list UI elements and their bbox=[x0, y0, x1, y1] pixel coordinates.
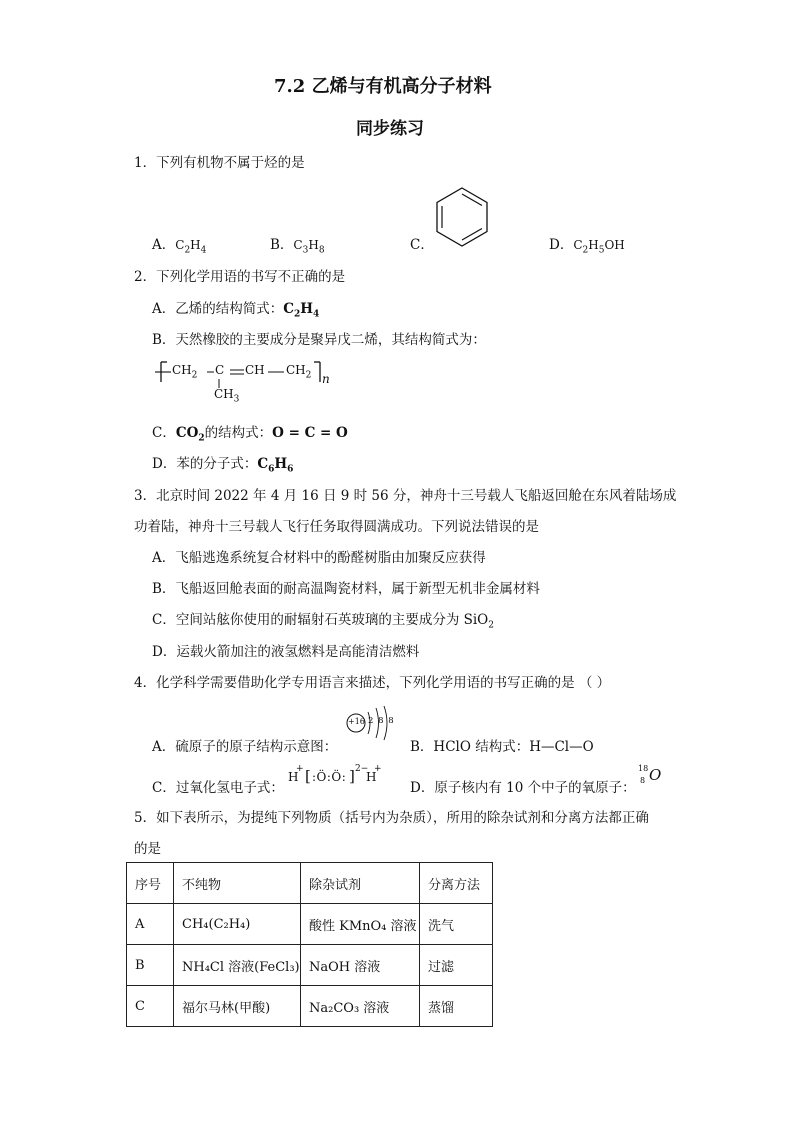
table-cell: CH₄(C₂H₄) bbox=[174, 904, 301, 945]
q1-option-c: C． bbox=[410, 237, 434, 253]
table-cell: 蒸馏 bbox=[420, 986, 493, 1027]
table-cell: 酸性 KMnO₄ 溶液 bbox=[301, 904, 420, 945]
q2-option-a: A．乙烯的结构简式：$C_2H_4$ bbox=[152, 301, 320, 320]
table-header-row bbox=[127, 863, 493, 904]
q2-option-d: D．苯的分子式：$C_6H_6$ bbox=[152, 456, 294, 475]
q3-option-c: C．空间站舷你使用的耐辐射石英玻璃的主要成分为 SiO$_2$ bbox=[152, 612, 494, 631]
table-header-cell: 不纯物 bbox=[174, 863, 301, 904]
q1-option-b: B．$C_3H_8$ bbox=[270, 237, 325, 256]
q5-stem-line1: 5．如下表所示，为提纯下列物质（括号内为杂质），所用的除杂试剂和分离方法都正确 bbox=[134, 810, 649, 826]
table-cell: 福尔马林(甲酸) bbox=[174, 986, 301, 1027]
table-cell: NH₄Cl 溶液(FeCl₃) bbox=[174, 945, 301, 986]
q1-option-a: A．$C_2H_4$ bbox=[152, 237, 207, 256]
q4-option-c: C．过氧化氢电子式： bbox=[152, 780, 284, 796]
table-cell: A bbox=[127, 904, 174, 945]
table-header-cell: 序号 bbox=[127, 863, 174, 904]
benzene-structure-icon bbox=[430, 184, 494, 248]
q2-stem: 2．下列化学用语的书写不正确的是 bbox=[134, 269, 346, 285]
q3-option-b: B．飞船返回舱表面的耐高温陶瓷材料，属于新型无机非金属材料 bbox=[152, 581, 540, 597]
q2-option-c: C．$CO_2$的结构式：O = C = O bbox=[152, 425, 348, 444]
table-cell: Na₂CO₃ 溶液 bbox=[301, 986, 420, 1027]
q3-option-a: A．飞船逃逸系统复合材料中的酚醛树脂由加聚反应获得 bbox=[152, 550, 486, 566]
q4-stem: 4．化学科学需要借助化学专用语言来描述，下列化学用语的书写正确的是 （ ） bbox=[134, 675, 611, 691]
peroxide-electron-formula: H + [ :Ö:Ö: ] 2− H + bbox=[288, 764, 382, 785]
q2-option-b: B．天然橡胶的主要成分是聚异戊二烯，其结构简式为： bbox=[152, 332, 486, 348]
table-row bbox=[127, 904, 493, 945]
q3-stem-line1: 3．北京时间 2022 年 4 月 16 日 9 时 56 分，神舟十三号载人飞船返回舱在东风着陆场成 bbox=[134, 488, 677, 504]
q1-option-d: D．$C_2H_5OH$ bbox=[549, 237, 625, 256]
table-cell: C bbox=[127, 986, 174, 1027]
purification-table bbox=[126, 862, 493, 1027]
q5-stem-line2: 的是 bbox=[134, 841, 161, 857]
table-header-cell: 除杂试剂 bbox=[301, 863, 420, 904]
sulfur-atom-diagram: +16 2 8 8 bbox=[344, 700, 394, 746]
table-cell: NaOH 溶液 bbox=[301, 945, 420, 986]
q4-option-b: B．HClO 结构式：H—Cl—O bbox=[410, 739, 594, 755]
oxygen-isotope-symbol: 18 8 O bbox=[638, 764, 662, 785]
table-cell: B bbox=[127, 945, 174, 986]
table-row bbox=[127, 945, 493, 986]
table-cell: 过滤 bbox=[420, 945, 493, 986]
polyisoprene-structure: $CH_2$ C CH $CH_2$ $CH_3$ n bbox=[152, 356, 342, 402]
table-header-cell: 分离方法 bbox=[420, 863, 493, 904]
table-cell: 洗气 bbox=[420, 904, 493, 945]
q3-option-d: D．运载火箭加注的液氢燃料是高能清洁燃料 bbox=[152, 644, 420, 660]
page-title: 7.2 乙烯与有机高分子材料 bbox=[274, 76, 492, 97]
q4-option-d: D．原子核内有 10 个中子的氧原子： bbox=[410, 780, 636, 796]
page-subtitle: 同步练习 bbox=[356, 119, 424, 139]
q3-stem-line2: 功着陆，神舟十三号载人飞行任务取得圆满成功。下列说法错误的是 bbox=[134, 519, 539, 535]
q4-option-a: A．硫原子的原子结构示意图： bbox=[152, 739, 338, 755]
table-row bbox=[127, 986, 493, 1027]
q1-stem: 1．下列有机物不属于烃的是 bbox=[134, 155, 305, 171]
